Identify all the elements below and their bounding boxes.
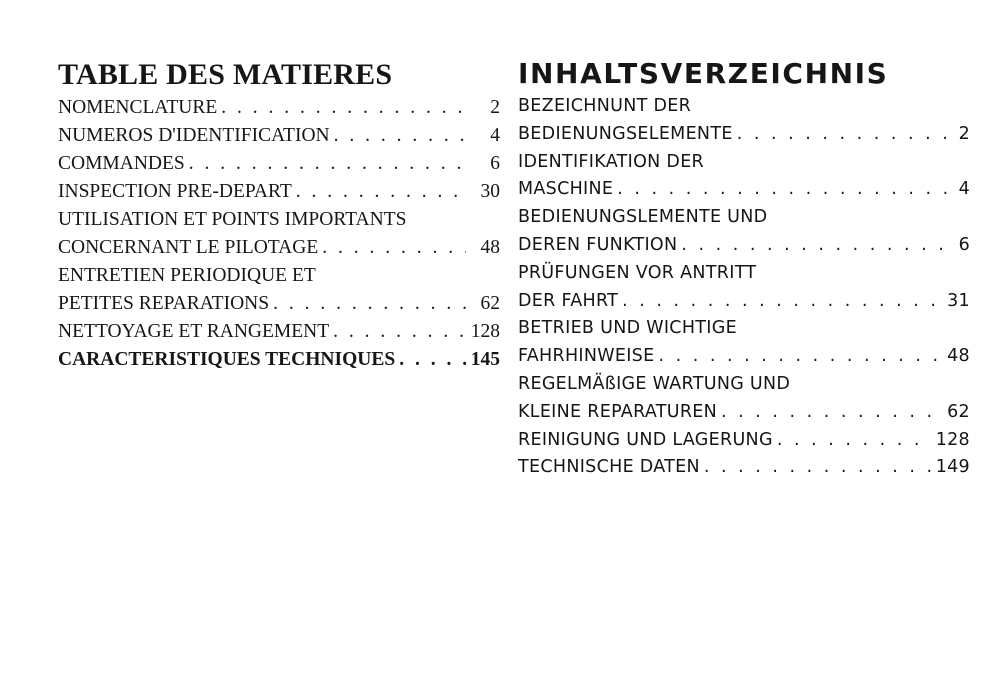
toc-page-number: 2 bbox=[490, 97, 500, 118]
german-title: INHALTSVERZEICHNIS bbox=[518, 57, 889, 90]
toc-entry-label: BEZEICHNUNT DER bbox=[518, 96, 692, 116]
toc-entry-label: NETTOYAGE ET RANGEMENT bbox=[58, 321, 330, 342]
toc-page-number: 62 bbox=[480, 293, 500, 314]
toc-entry-line bbox=[518, 402, 970, 430]
toc-entry-line bbox=[58, 209, 500, 237]
dot-leader bbox=[681, 235, 954, 255]
toc-page-number: 6 bbox=[490, 153, 500, 174]
toc-entry-line bbox=[518, 152, 970, 180]
toc-entry-label: CONCERNANT LE PILOTAGE bbox=[58, 237, 319, 258]
toc-page-number: 128 bbox=[935, 429, 970, 450]
toc-entry-line bbox=[58, 181, 500, 209]
toc-entry-line bbox=[58, 237, 500, 265]
toc-entry-label: MASCHINE bbox=[518, 179, 614, 200]
toc-entry-label: COMMANDES bbox=[58, 153, 185, 174]
dot-leader bbox=[273, 293, 466, 315]
toc-page-number: 48 bbox=[480, 237, 500, 258]
toc-entry-line bbox=[58, 321, 500, 349]
toc-entry-label: NUMEROS D'IDENTIFICATION bbox=[58, 125, 330, 146]
dot-leader bbox=[777, 430, 932, 450]
dot-leader bbox=[189, 153, 466, 175]
toc-page-number: 48 bbox=[947, 346, 970, 367]
toc-page-number: 62 bbox=[947, 401, 970, 422]
french-title: TABLE DES MATIERES bbox=[58, 58, 393, 91]
toc-entry-label: BEDIENUNGSLEMENTE UND bbox=[518, 207, 768, 228]
toc-entry-label: BETRIEB UND WICHTIGE bbox=[518, 318, 737, 339]
toc-entry-line bbox=[518, 318, 970, 346]
toc-entry-label: PRÜFUNGEN VOR ANTRITT bbox=[518, 262, 757, 283]
toc-entry-label: BEDIENUNGSELEMENTE bbox=[518, 123, 733, 144]
toc-entry-label: REGELMÄßIGE WARTUNG UND bbox=[518, 374, 791, 394]
toc-entry-label: UTILISATION ET POINTS IMPORTANTS bbox=[58, 209, 407, 230]
toc-entry-line bbox=[518, 179, 970, 207]
toc-entry-line bbox=[518, 207, 970, 235]
toc-page-number: 6 bbox=[958, 235, 970, 255]
dot-leader bbox=[296, 181, 466, 203]
toc-page-number: 149 bbox=[935, 457, 970, 478]
toc-entry-line bbox=[518, 291, 970, 319]
toc-entry-label: FAHRHINWEISE bbox=[518, 346, 655, 367]
dot-leader bbox=[704, 457, 932, 477]
dot-leader bbox=[322, 237, 466, 259]
toc-entry-line bbox=[518, 457, 970, 485]
dot-leader bbox=[221, 97, 466, 119]
dot-leader bbox=[737, 124, 954, 144]
toc-page-number: 145 bbox=[470, 349, 500, 370]
toc-entry-label: KLEINE REPARATUREN bbox=[518, 401, 718, 422]
toc-page-number: 31 bbox=[947, 290, 970, 311]
toc-entry-line bbox=[518, 263, 970, 291]
toc-entry-line bbox=[58, 349, 500, 377]
toc-page-number: 4 bbox=[490, 125, 500, 146]
toc-entry-line bbox=[518, 124, 970, 152]
dot-leader bbox=[721, 402, 943, 422]
toc-entry-label: INSPECTION PRE-DEPART bbox=[58, 181, 292, 202]
toc-entry-label: REINIGUNG UND LAGERUNG bbox=[518, 429, 773, 450]
toc-entry-label: TECHNISCHE DATEN bbox=[518, 457, 700, 478]
dot-leader bbox=[658, 346, 943, 366]
toc-entry-label: NOMENCLATURE bbox=[58, 97, 218, 118]
dot-leader bbox=[617, 179, 954, 199]
toc-entry-line bbox=[518, 346, 970, 374]
toc-entry-label: IDENTIFIKATION DER bbox=[518, 151, 705, 172]
toc-entry-line bbox=[58, 265, 500, 293]
toc-entry-line bbox=[518, 374, 970, 402]
dot-leader bbox=[399, 349, 466, 371]
toc-entry-label: DEREN FUNKTION bbox=[518, 235, 678, 255]
toc-page-number: 2 bbox=[958, 123, 970, 144]
dot-leader bbox=[334, 125, 466, 147]
toc-page-number: 30 bbox=[480, 181, 500, 202]
toc-entry-line bbox=[518, 430, 970, 458]
toc-entry-line bbox=[518, 235, 970, 263]
toc-entry-line bbox=[58, 125, 500, 153]
toc-entry-line bbox=[58, 293, 500, 321]
toc-page-number: 4 bbox=[958, 179, 970, 200]
toc-entry-label: ENTRETIEN PERIODIQUE ET bbox=[58, 265, 316, 286]
toc-page-number: 128 bbox=[470, 321, 500, 342]
dot-leader bbox=[622, 291, 943, 311]
toc-entry-label: DER FAHRT bbox=[518, 290, 619, 311]
toc-entry-label: PETITES REPARATIONS bbox=[58, 293, 270, 314]
toc-entry-line bbox=[518, 96, 970, 124]
toc-entry-label: CARACTERISTIQUES TECHNIQUES bbox=[58, 349, 396, 370]
dot-leader bbox=[333, 321, 466, 343]
toc-entry-line bbox=[58, 153, 500, 181]
toc-entry-line bbox=[58, 97, 500, 125]
